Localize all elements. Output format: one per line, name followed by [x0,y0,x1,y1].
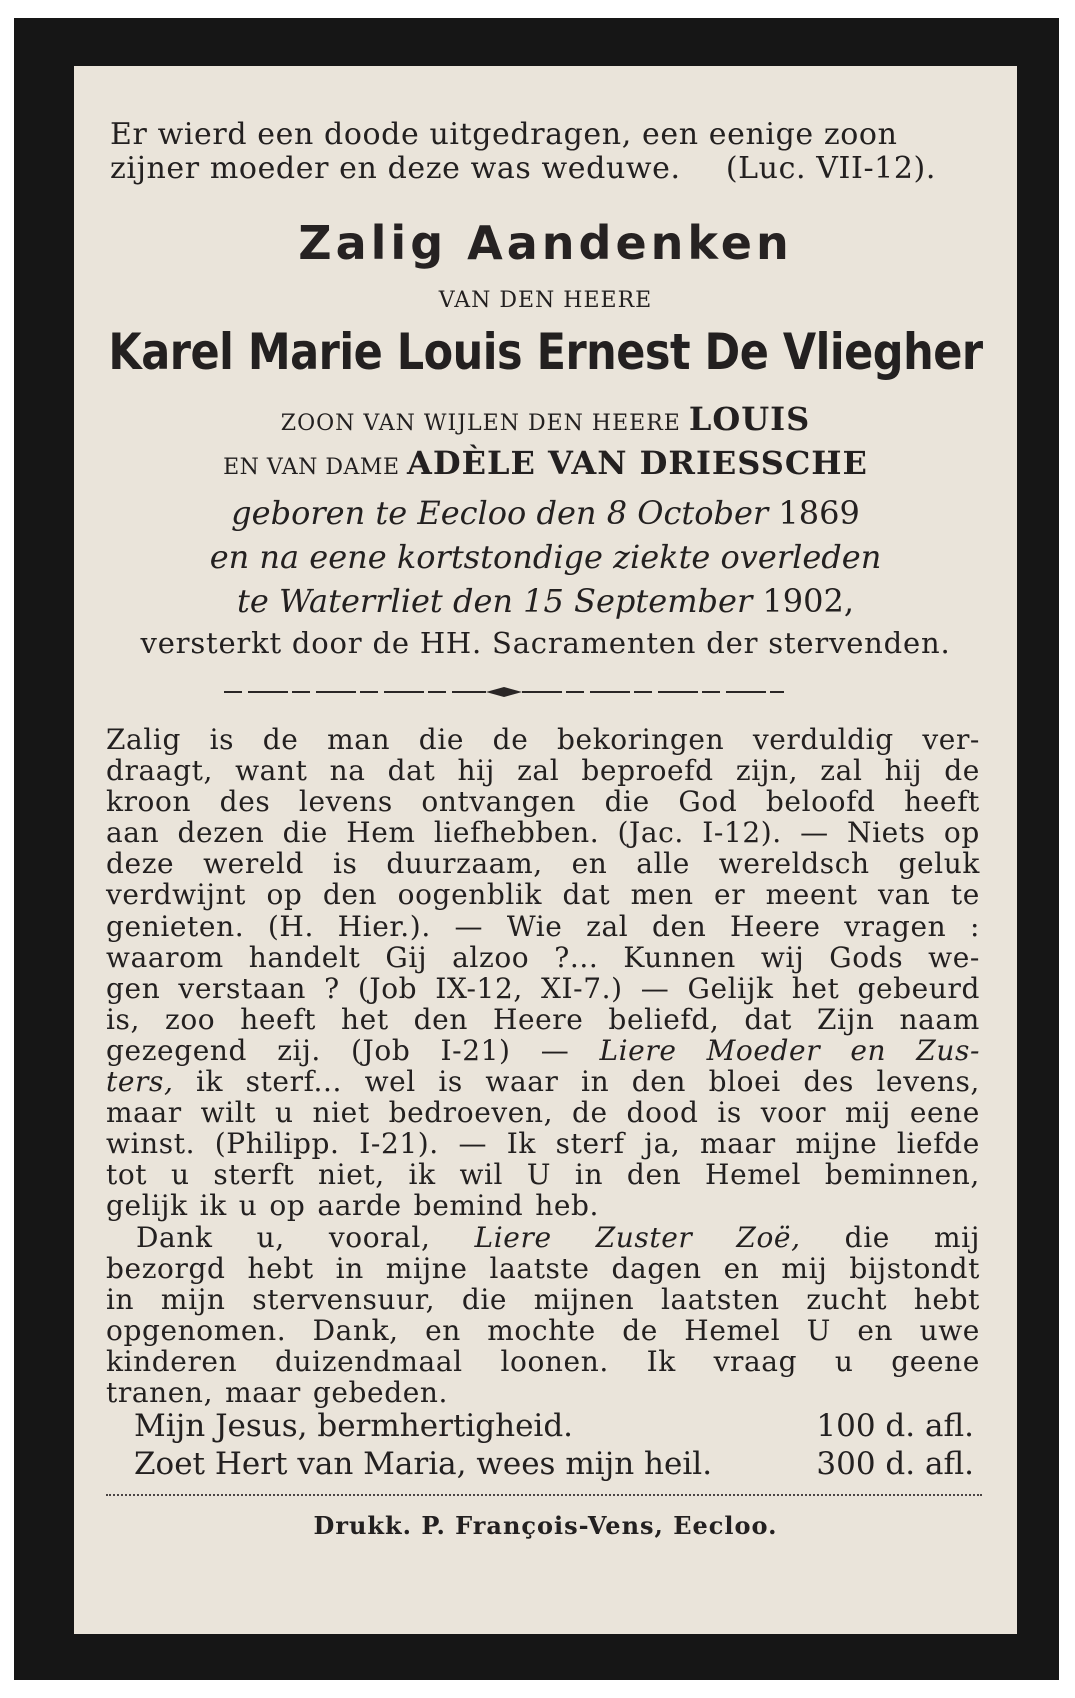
body-word: heb. [535,1189,600,1223]
van-den-heere: VAN DEN HEERE [438,288,653,313]
body-word: Hemel [684,1313,781,1347]
body-word: mij [844,1096,891,1130]
body-word: er [714,878,746,912]
body-word: zal [820,754,863,788]
body-word: gen [106,971,161,1005]
body-word: hij [884,754,923,788]
body-word: gelijk [106,1189,188,1223]
body-word: maar [225,1375,301,1409]
body-word: in [106,1282,135,1316]
body-word: Hemel [705,1158,802,1192]
body-word: de [571,1096,608,1130]
body-line [106,1004,980,1035]
body-word: IX-12, [435,971,523,1005]
epigraph-line-2: zijner moeder en deze was weduwe. [110,151,681,186]
body-word: verduldig [752,723,894,756]
body-word: genieten. [106,909,245,943]
body-word: Moeder [706,1033,821,1067]
body-line [106,942,980,973]
body-word: — [640,971,670,1005]
body-word: u [238,1189,258,1223]
body-line [106,724,980,755]
body-word: den [626,1158,682,1192]
body-word: bemind [413,1189,524,1223]
body-word: Gods [829,940,904,974]
body-line [106,1253,980,1284]
body-word: te [950,878,980,912]
body-word: geene [891,1344,980,1378]
body-word: loonen. [500,1344,609,1378]
father-prefix: ZOON VAN WIJLEN DEN HEERE [280,411,681,436]
body-word: wereld [203,847,305,881]
body-word: mijnen [533,1282,635,1316]
body-word: ik [199,1189,227,1223]
body-word: men [630,878,694,912]
body-word: naam [899,1002,980,1036]
body-word: zucht [806,1282,888,1316]
body-word: beliefd, [608,1002,720,1036]
body-word: ontvangen [421,785,577,819]
body-word: u, [256,1220,285,1254]
body-word: is [332,847,358,881]
body-line [106,786,980,817]
body-word: bedroeven, [388,1096,554,1130]
mother-name: ADÈLE VAN DRIESSCHE [407,444,868,482]
body-word: vragen [844,909,947,943]
body-word: duizendmaal [275,1344,463,1378]
body-word: XI-7.) [540,971,623,1005]
body-word: en [857,1313,894,1347]
body-word: de [262,723,299,756]
body-word: stervensuur, [252,1282,436,1316]
body-word: Heere [492,1002,584,1036]
body-word: we- [928,940,980,974]
body-word: Liere [599,1033,677,1067]
body-word: I-21) [440,1033,511,1067]
body-word: (H. [267,909,314,943]
body-word: (Job [357,971,418,1005]
body-word: Ik [506,1127,536,1161]
sacraments-line: versterkt door de HH. Sacramenten der stervenden. [140,626,951,660]
body-word: wij [760,940,805,974]
prayer-1 [134,1408,974,1444]
body-word: Gij [385,940,428,974]
printer-credit: Drukk. P. François-Vens, Eecloo. [313,1511,778,1540]
body-word: oogenblik [397,878,543,912]
body-word: — [800,816,829,850]
mourning-card-border [14,18,1059,1680]
body-word: ?... [554,940,599,974]
body-word: I-12). [702,816,782,850]
body-word: is [209,723,235,756]
body-word: — [458,1127,488,1161]
body-word: heeft [904,785,980,819]
birth-year: 1869 [778,494,860,532]
body-word: kinderen [106,1344,238,1378]
deceased-name: Karel Marie Louis Ernest De Vliegher [108,324,983,382]
body-word: sterf [555,1127,625,1161]
body-word: dat [387,754,436,788]
body-word: zal [586,909,629,943]
body-word: dezen [177,816,265,850]
body-word: en [425,1313,461,1347]
body-word: zijn, [735,754,799,788]
body-word: het [791,971,840,1005]
body-word: levens [298,785,393,819]
body-word: (Philipp. [214,1127,340,1161]
body-line [106,1190,980,1221]
body-word: mij [933,1220,980,1254]
body-word: zoo [165,1002,216,1036]
body-word: alle [636,847,690,881]
body-word: beloofd [765,785,876,819]
body-word: de [622,1313,658,1347]
body-word: Liere [474,1220,552,1254]
death-place-line [74,582,1017,620]
body-word: den [652,909,707,943]
body-word: sterf... [245,1065,343,1099]
body-word: mochte [487,1313,596,1347]
prayer-2-indulgence: 300 d. afl. [816,1446,974,1482]
body-word: Wie [506,909,563,943]
prayer-1-text: Mijn Jesus, bermhertigheid. [134,1408,574,1444]
body-word: laatste [489,1251,590,1285]
body-word: want [235,754,308,788]
body-word: en [850,1033,887,1067]
dotted-separator [106,1494,982,1496]
body-word: : [969,909,980,943]
prayer-2-text: Zoet Hert van Maria, wees mijn heil. [134,1446,713,1482]
body-word: die [282,816,328,850]
body-word: (Job [351,1033,411,1067]
body-word: tranen, [106,1375,214,1409]
body-word: vraag [713,1344,798,1378]
body-word: (Jac. [617,816,684,850]
body-word: U [526,1158,552,1192]
death-year: 1902, [762,582,855,620]
body-word: eene [909,1096,980,1130]
body-word: en [571,847,608,881]
memorial-card [74,66,1017,1634]
body-word: man [327,723,391,756]
body-word: liefde [896,1127,980,1161]
body-word: zal [517,754,560,788]
body-word: die [418,723,465,756]
body-word: maar [106,1096,182,1130]
death-line: en na eene kortstondige ziekte overleden [209,538,882,576]
body-word: op [943,816,980,850]
body-word: bijstondt [849,1251,980,1285]
body-line [106,1315,980,1346]
body-word: handelt [248,940,361,974]
body-word: tot [106,1158,148,1192]
body-word: wel [364,1065,416,1099]
body-word: Zalig [106,723,181,756]
body-word: bloei [708,1065,781,1099]
body-word: — [540,1033,570,1067]
body-word: draagt, [106,754,213,788]
body-word: vooral, [328,1220,431,1254]
body-word: hebt [913,1282,980,1316]
body-line [106,1284,980,1315]
body-word: ? [324,971,340,1005]
body-word: is, [106,1002,141,1036]
body-word: is [717,1096,742,1130]
body-word: u [834,1344,854,1378]
body-word: deze [106,847,175,881]
body-word: waar [485,1065,559,1099]
epigraph-line-1: Er wierd een doode uitgedragen, een eenige zoon [110,117,898,152]
body-word: ik [195,1065,224,1099]
body-word: mij [781,1251,828,1285]
body-word: de [944,754,980,788]
body-word: den [631,1065,687,1099]
body-word: Niets [846,816,926,850]
body-line [106,973,980,1004]
mother-line [74,444,1017,482]
body-word: niet, [318,1158,385,1192]
body-word: aarde [317,1189,402,1223]
body-word: God [678,785,738,819]
body-word: U [806,1313,831,1347]
body-word: levens, [876,1065,980,1099]
body-word: ja, [644,1127,681,1161]
body-word: laatsten [660,1282,780,1316]
body-line [106,1346,980,1377]
body-word: verdwijnt [106,878,246,912]
body-word: Kunnen [623,940,736,974]
body-word: u [170,1158,190,1192]
body-word: beproefd [581,754,714,788]
death-place-text: te Waterrliet den 15 September [236,582,753,620]
body-word: mijn [160,1282,226,1316]
body-word: kroon [106,785,192,819]
body-word: en [723,1251,760,1285]
body-word: in [335,1251,364,1285]
body-word: des [803,1065,854,1099]
body-word: voor [760,1096,827,1130]
body-word: Zoë, [736,1220,801,1254]
body-line [106,1097,980,1128]
body-word: winst. [106,1127,196,1161]
body-line [106,1035,980,1066]
body-word: Dank [136,1220,213,1254]
body-line [106,817,980,848]
body-word: niet [312,1096,370,1130]
body-line [106,1066,980,1097]
card-title: Zalig Aandenken [298,216,793,270]
body-word: wil [459,1158,504,1192]
body-word: geluk [898,847,980,881]
body-word: verstaan [178,971,307,1005]
birth-text: geboren te Eecloo den 8 October [231,494,769,532]
body-word: de [492,723,529,756]
body-word: Hem [346,816,416,850]
body-word: hebt [247,1251,314,1285]
epigraph [110,118,980,186]
body-word: Dank, [312,1313,399,1347]
body-word: maar [700,1127,776,1161]
body-word: mijne [385,1251,468,1285]
ornamental-divider [224,686,784,698]
body-word: op [269,1189,306,1223]
body-word: Zijn [817,1002,875,1036]
body-word: in [581,1065,610,1099]
body-word: den [322,878,378,912]
body-word: heeft [240,1002,317,1036]
body-word: des [219,785,271,819]
body-word: gebeurd [857,971,980,1005]
body-word: dagen [611,1251,702,1285]
body-word: het [341,1002,389,1036]
body-word: die [844,1220,890,1254]
body-word: in [574,1158,604,1192]
body-word: wereldsch [718,847,870,881]
mother-prefix: EN VAN DAME [223,455,400,480]
body-word: waarom [106,940,224,974]
body-word: alzoo [452,940,530,974]
body-word: Hier.). [337,909,431,943]
body-line [106,1222,980,1253]
body-word: die [461,1282,508,1316]
prayer-1-indulgence: 100 d. afl. [816,1408,974,1444]
body-word: van [878,878,931,912]
body-word: duurzaam, [386,847,543,881]
body-word: bekoringen [557,723,725,756]
body-word: meent [765,878,858,912]
prayer-2 [134,1446,974,1482]
body-word: mijne [795,1127,878,1161]
body-word: uwe [919,1313,980,1347]
body-word: beminnen, [824,1158,980,1192]
body-line [106,879,980,910]
body-word: bezorgd [106,1251,226,1285]
body-word: op [266,878,303,912]
body-word: den [413,1002,468,1036]
body-word: gebeden. [312,1375,449,1409]
body-word: Gelijk [687,971,774,1005]
body-word: liefhebben. [433,816,600,850]
body-line [106,1377,980,1408]
body-word: opgenomen. [106,1313,287,1347]
body-word: u [274,1096,294,1130]
body-text [106,724,980,1408]
body-word: aan [106,816,160,850]
body-line [106,1159,980,1190]
epigraph-reference: (Luc. VII-12). [725,151,936,186]
epigraph-line-2-row [110,152,980,186]
body-word: — [454,909,484,943]
body-word: ver- [922,723,980,756]
body-word: wilt [200,1096,257,1130]
body-word: sterft [213,1158,295,1192]
body-word: die [604,785,650,819]
body-word: Zuster [595,1220,693,1254]
birth-line [74,494,1017,532]
body-line [106,755,980,786]
body-word: na [329,754,366,788]
body-word: Ik [646,1344,676,1378]
body-word: I-21). [359,1127,439,1161]
body-word: hij [457,754,495,788]
body-word: gezegend [106,1033,248,1067]
body-word: is [438,1065,463,1099]
body-word: Heere [730,909,821,943]
father-name: LOUIS [688,400,811,438]
body-word: dood [626,1096,699,1130]
father-line [74,400,1017,438]
body-word: ik [408,1158,436,1192]
body-line [106,1128,980,1159]
body-word: dat [562,878,611,912]
body-word: zij. [277,1033,321,1067]
body-word: Zus- [916,1033,980,1067]
body-line [106,848,980,879]
body-word: ters, [106,1065,174,1099]
body-line [106,911,980,942]
body-word: dat [744,1002,793,1036]
